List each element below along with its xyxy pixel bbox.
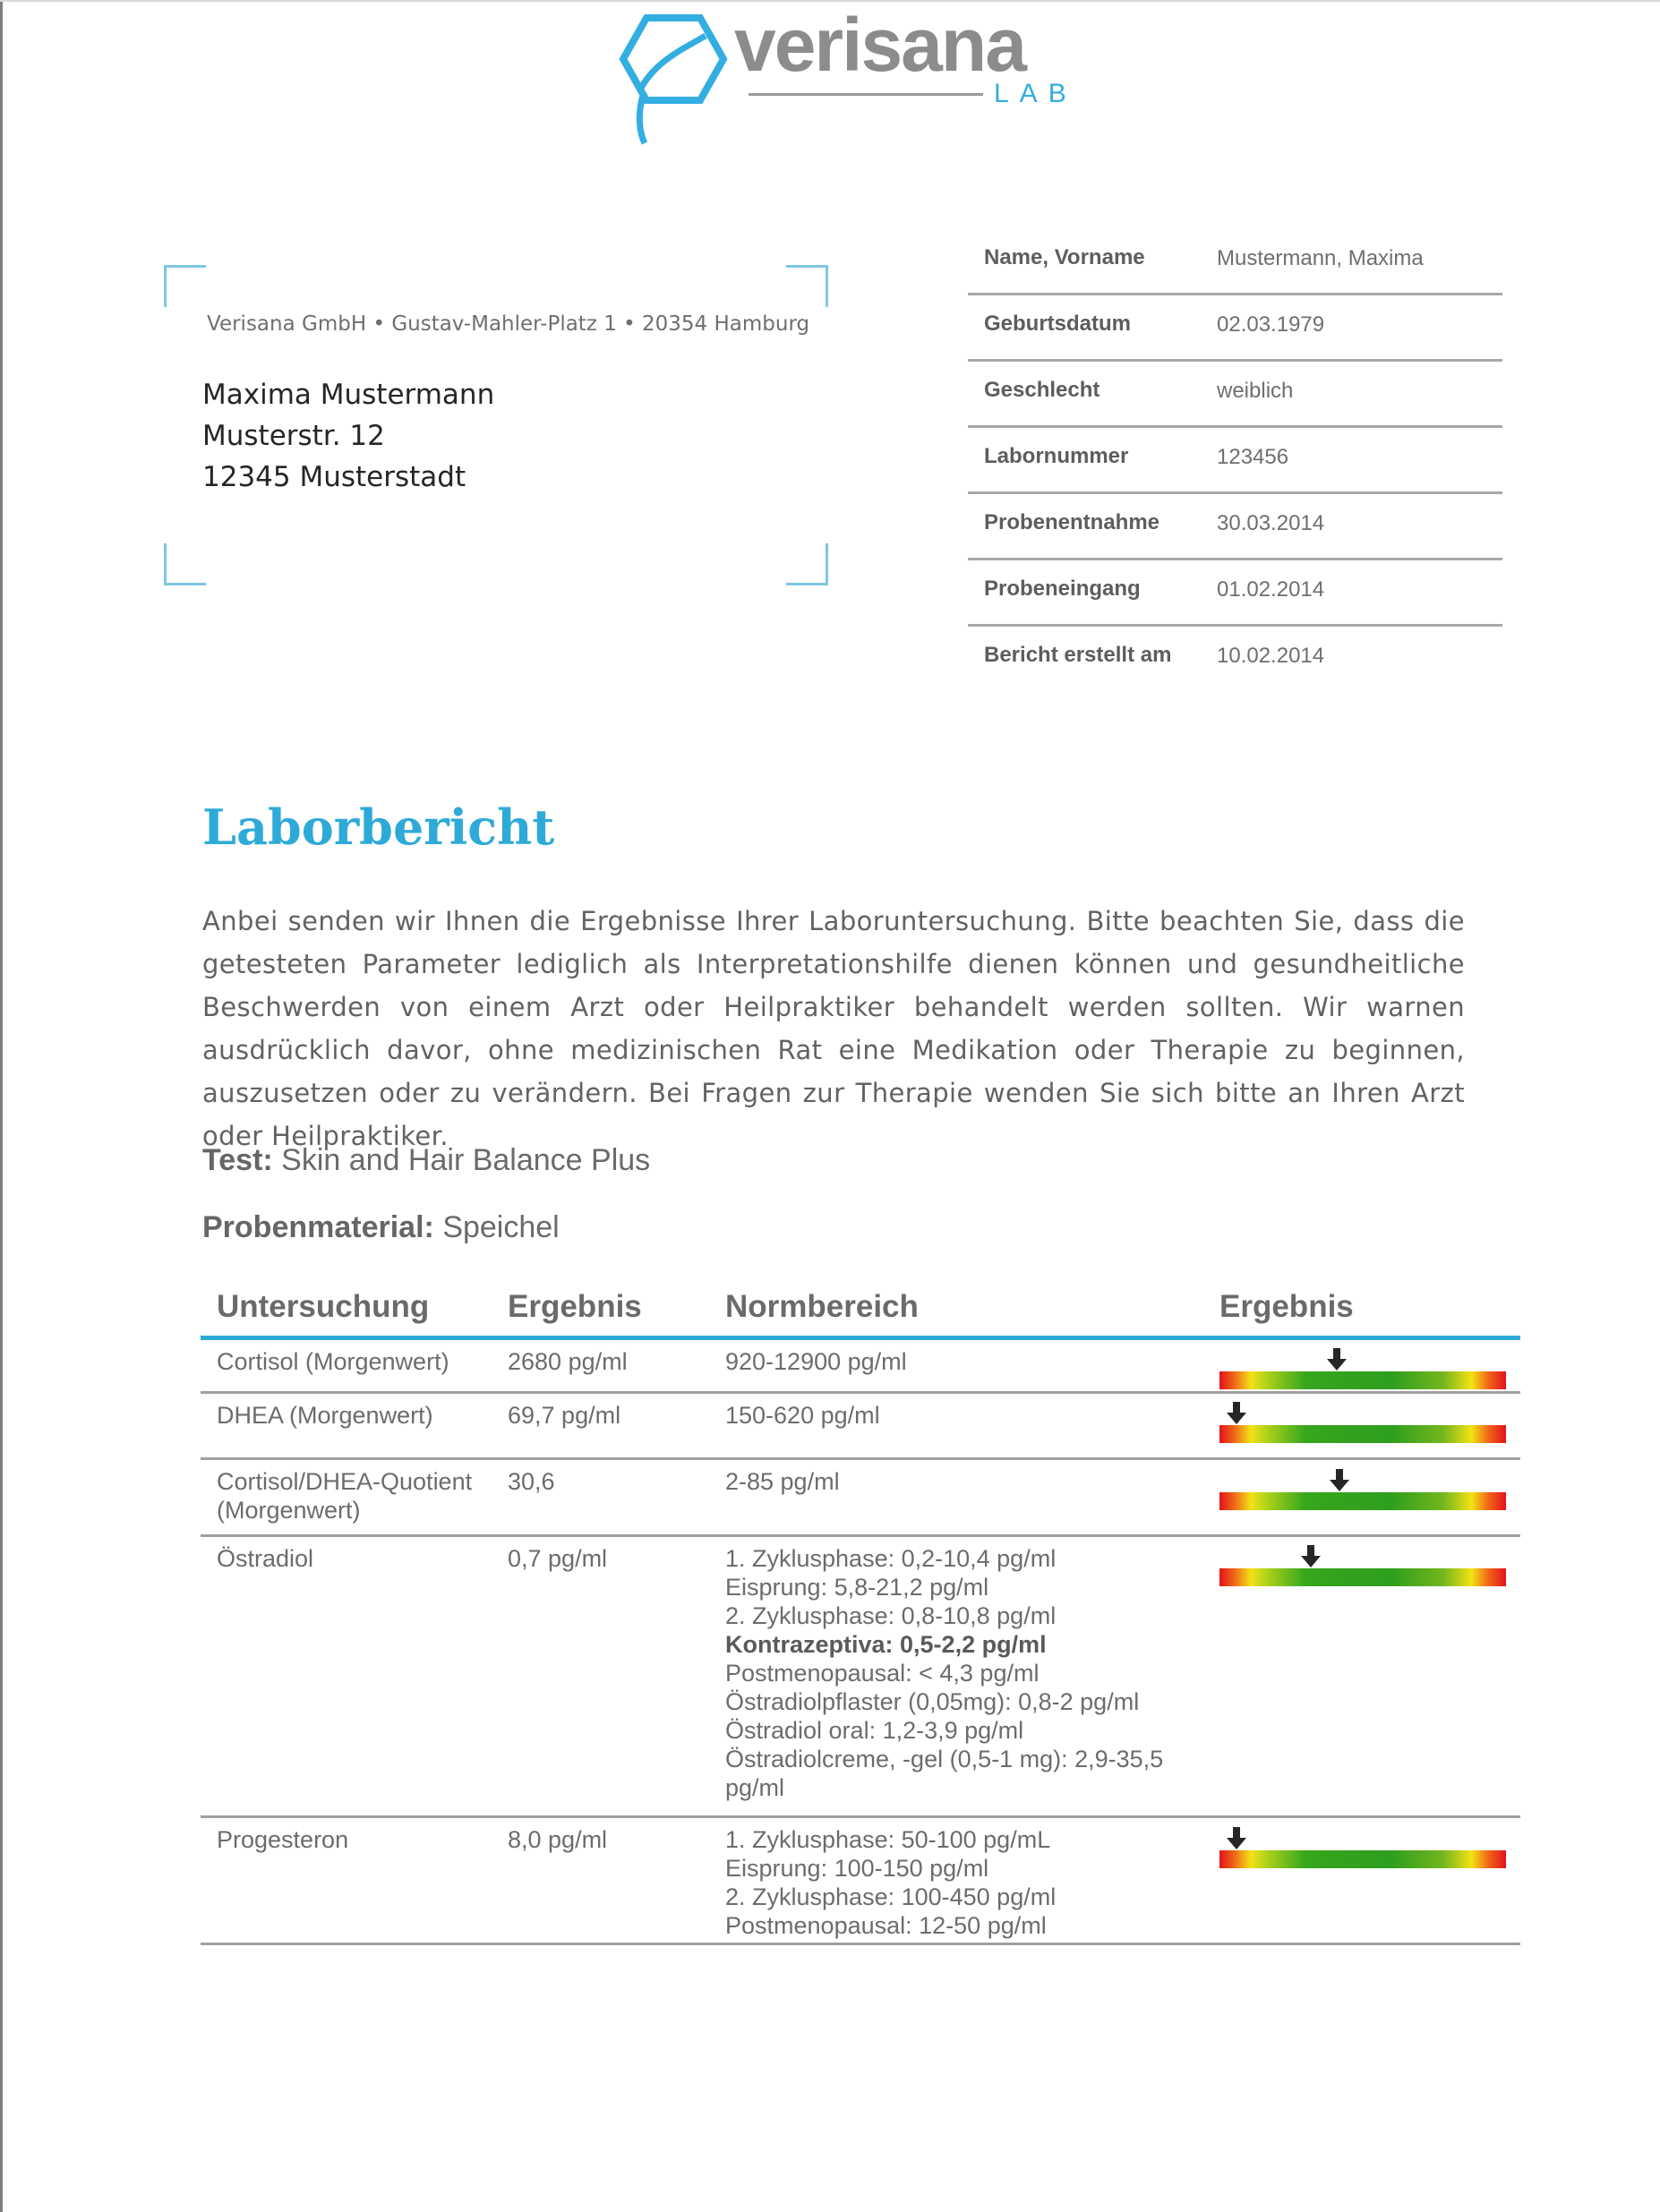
- logo-rule: [749, 93, 983, 96]
- recipient-address: [202, 374, 494, 498]
- range-line: Östradiolpflaster (0,05mg): 0,8-2 pg/ml: [725, 1688, 1140, 1715]
- info-row: [968, 295, 1502, 362]
- page-edge: [0, 0, 3, 2212]
- result-value: 30,6: [508, 1468, 555, 1495]
- table-row: [201, 1460, 1520, 1537]
- intro-paragraph: Anbei senden wir Ihnen die Ergebnisse Ihrer Laboruntersuchung. Bitte beachten Sie, dass die getesteten Parameter lediglich als Interpretationshilfe dienen können und gesundheitliche Beschwerden von einem Arzt oder Heilpraktiker behandelt werden sollten. Wir warnen ausdrücklich davor, ohne medizinischen Rat eine Medikation oder Therapie zu beginnen, auszusetzen oder zu verändern. Bei Fragen zur Therapie wenden Sie sich bitte an Ihren Arzt oder Heilpraktiker.: [202, 906, 1465, 1151]
- gauge-bar: [1219, 1492, 1506, 1510]
- page-edge-top: [0, 0, 1660, 2]
- info-value: weiblich: [1217, 379, 1294, 403]
- test-line: [202, 1143, 650, 1178]
- test-name: Skin and Hair Balance Plus: [281, 1143, 651, 1177]
- result-gauge: [1219, 1545, 1506, 1586]
- info-row: [968, 494, 1502, 560]
- examination-name: Östradiol: [217, 1545, 314, 1572]
- sender-address: Verisana GmbH • Gustav-Mahler-Platz 1 • 20354 Hamburg: [207, 312, 810, 336]
- result-value: 69,7 pg/ml: [508, 1402, 621, 1429]
- hexagon-logo-icon: [618, 9, 730, 152]
- table-row: [201, 1340, 1520, 1394]
- result-gauge: [1219, 1827, 1506, 1868]
- info-label: Probenentnahme: [984, 510, 1160, 534]
- result-value: 2680 pg/ml: [508, 1348, 628, 1375]
- examination-name: Progesteron: [217, 1826, 349, 1853]
- info-label: Geburtsdatum: [984, 312, 1132, 336]
- result-gauge: [1219, 1469, 1506, 1510]
- reference-range: [725, 1401, 1209, 1430]
- info-value: 30.03.2014: [1217, 511, 1325, 535]
- result-value: 8,0 pg/ml: [508, 1826, 608, 1853]
- gauge-bar: [1219, 1425, 1506, 1443]
- range-line: 150-620 pg/ml: [725, 1402, 880, 1429]
- patient-info-table: [968, 229, 1502, 690]
- info-value: 02.03.1979: [1217, 312, 1325, 337]
- result-value: 0,7 pg/ml: [508, 1545, 608, 1572]
- range-line: 920-12900 pg/ml: [725, 1348, 907, 1375]
- column-header-examination: Untersuchung: [217, 1289, 430, 1324]
- address-window-corner: [164, 265, 206, 307]
- table-row: [201, 1818, 1520, 1945]
- column-header-reference-range: Normbereich: [725, 1289, 919, 1324]
- range-line: 2-85 pg/ml: [725, 1468, 840, 1495]
- probe-label: Probenmaterial:: [202, 1210, 434, 1244]
- range-line: Eisprung: 5,8-21,2 pg/ml: [725, 1574, 989, 1601]
- recipient-name: Maxima Mustermann: [202, 379, 495, 411]
- range-line: 2. Zyklusphase: 0,8-10,8 pg/ml: [725, 1602, 1057, 1629]
- range-line: Östradiol oral: 1,2-3,9 pg/ml: [725, 1717, 1024, 1744]
- range-line: Postmenopausal: < 4,3 pg/ml: [725, 1660, 1040, 1687]
- table-row: [201, 1394, 1520, 1460]
- gauge-bar: [1219, 1850, 1506, 1868]
- info-row: [968, 627, 1502, 690]
- info-row: [968, 362, 1502, 428]
- info-value: 123456: [1217, 445, 1289, 469]
- gauge-bar: [1219, 1568, 1506, 1586]
- result-gauge: [1219, 1348, 1506, 1389]
- reference-range: [725, 1347, 1209, 1376]
- info-row: [968, 428, 1502, 494]
- address-window-corner: [164, 543, 206, 585]
- address-window-corner: [786, 265, 828, 307]
- range-line: Östradiolcreme, -gel (0,5-1 mg): 2,9-35,5: [725, 1746, 1164, 1772]
- range-line: 1. Zyklusphase: 50-100 pg/mL: [725, 1826, 1051, 1853]
- info-row: [968, 229, 1502, 295]
- info-label: Labornummer: [984, 444, 1129, 468]
- info-value: 01.02.2014: [1217, 577, 1325, 602]
- address-window-corner: [786, 543, 828, 585]
- range-line: pg/ml: [725, 1774, 785, 1801]
- range-line: Eisprung: 100-150 pg/ml: [725, 1855, 989, 1882]
- column-header-result: Ergebnis: [508, 1289, 642, 1324]
- info-label: Geschlecht: [984, 378, 1100, 402]
- range-line-highlighted: Kontrazeptiva: 0,5-2,2 pg/ml: [725, 1631, 1047, 1658]
- examination-name: Cortisol (Morgenwert): [217, 1348, 449, 1375]
- recipient-city: 12345 Musterstadt: [202, 461, 466, 493]
- test-label: Test:: [202, 1143, 273, 1177]
- examination-name: Cortisol/DHEA-Quotient (Morgenwert): [217, 1468, 473, 1524]
- examination-name: DHEA (Morgenwert): [217, 1402, 433, 1429]
- recipient-street: Musterstr. 12: [202, 420, 385, 452]
- probe-material: Speichel: [442, 1210, 560, 1244]
- info-value: Mustermann, Maxima: [1217, 246, 1424, 270]
- result-gauge: [1219, 1402, 1506, 1443]
- column-header-result-gauge: Ergebnis: [1219, 1289, 1354, 1324]
- logo-wordmark: verisana: [734, 3, 1025, 87]
- gauge-bar: [1219, 1371, 1506, 1389]
- reference-range: [725, 1544, 1209, 1802]
- verisana-logo: [618, 3, 1083, 150]
- logo-subtitle: LAB: [994, 79, 1077, 108]
- table-row: [201, 1537, 1520, 1818]
- reference-range: [725, 1467, 1209, 1496]
- reference-range: [725, 1825, 1209, 1940]
- range-line: Postmenopausal: 12-50 pg/ml: [725, 1912, 1047, 1939]
- page-title: Laborbericht: [202, 799, 555, 856]
- info-row: [968, 560, 1502, 627]
- info-label: Probeneingang: [984, 576, 1141, 601]
- probe-material-line: [202, 1210, 560, 1245]
- info-value: 10.02.2014: [1217, 644, 1325, 668]
- info-label: Bericht erstellt am: [984, 643, 1172, 667]
- info-label: Name, Vorname: [984, 245, 1145, 269]
- range-line: 1. Zyklusphase: 0,2-10,4 pg/ml: [725, 1545, 1057, 1572]
- range-line: 2. Zyklusphase: 100-450 pg/ml: [725, 1883, 1057, 1910]
